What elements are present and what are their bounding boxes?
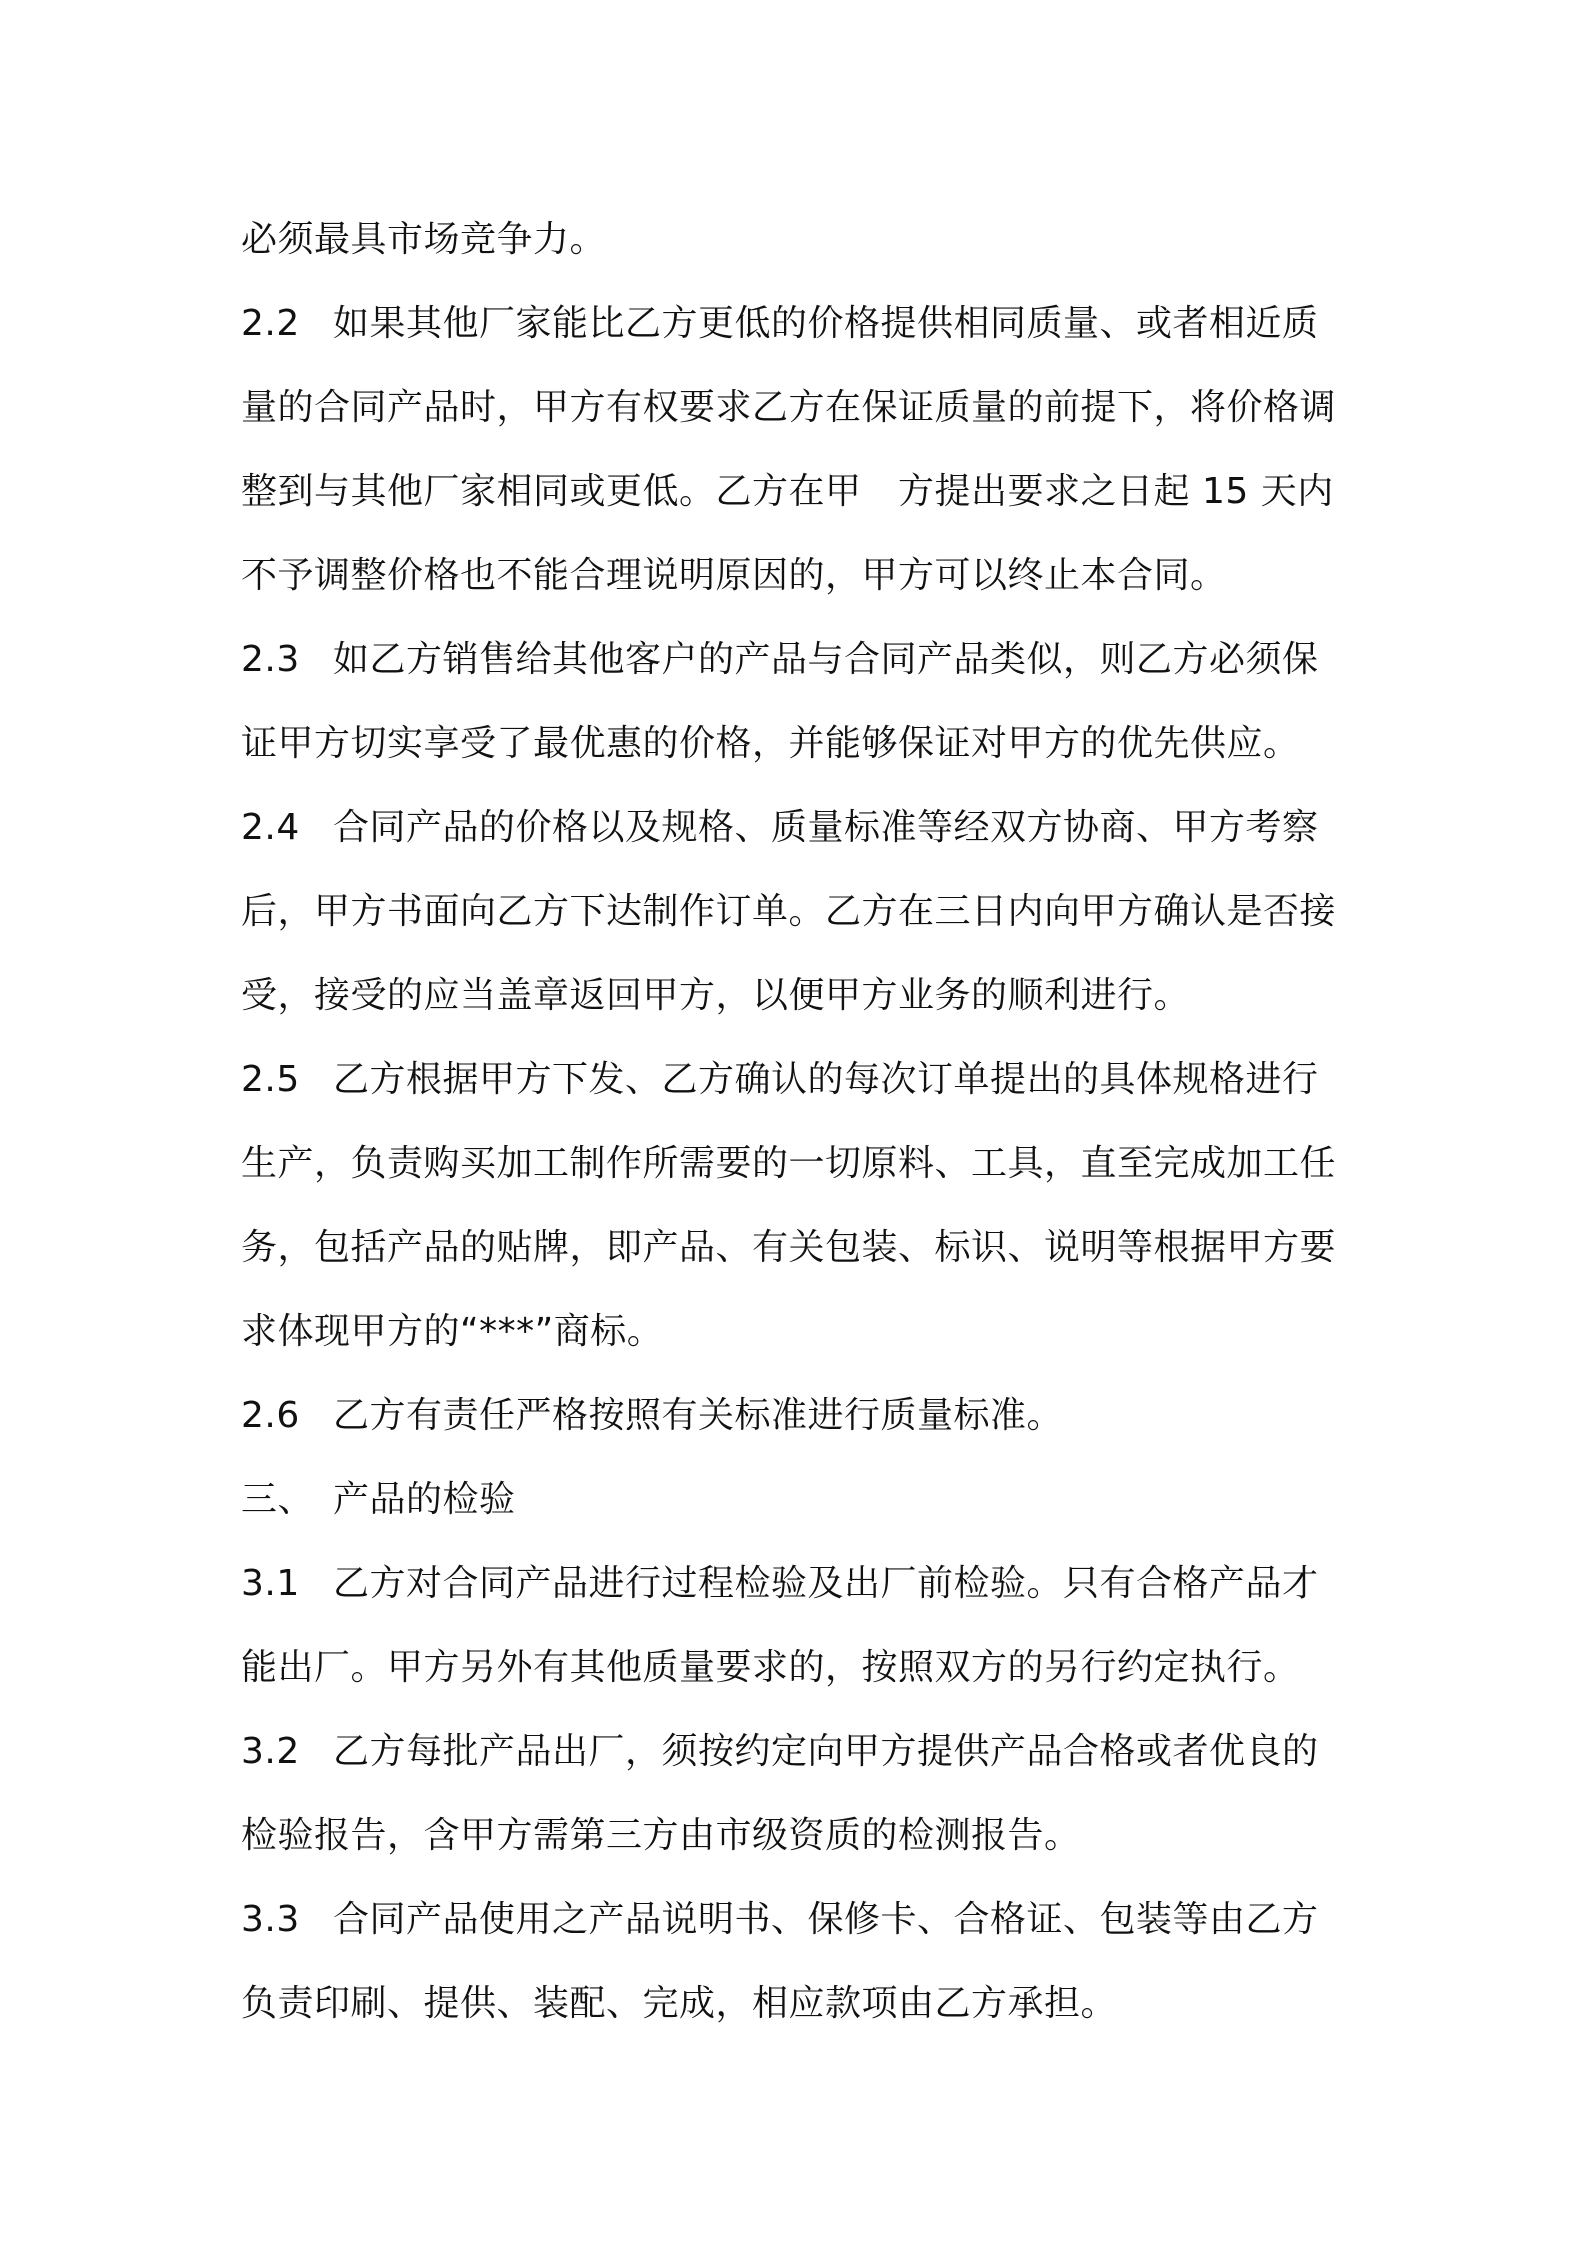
line-text: 乙方每批产品出厂，须按约定向甲方提供产品合格或者优良的 bbox=[333, 1731, 1319, 1772]
clause-number: 3.1 bbox=[241, 1563, 300, 1604]
line-text: 必须最具市场竞争力。 bbox=[241, 219, 607, 260]
clause-number: 2.4 bbox=[241, 807, 300, 848]
line-text: 乙方对合同产品进行过程检验及出厂前检验。只有合格产品才 bbox=[333, 1563, 1319, 1604]
section-number: 三、 bbox=[241, 1479, 315, 1520]
text-line bbox=[241, 366, 1363, 450]
line-text: 乙方有责任严格按照有关标准进行质量标准。 bbox=[333, 1395, 1064, 1436]
clause-number: 2.6 bbox=[241, 1395, 300, 1436]
line-text: 务，包括产品的贴牌，即产品、有关包装、标识、说明等根据甲方要 bbox=[241, 1227, 1337, 1268]
clause-number: 2.3 bbox=[241, 639, 300, 680]
document-body bbox=[241, 198, 1363, 2046]
text-line bbox=[241, 1290, 1363, 1374]
clause-number: 2.5 bbox=[241, 1059, 300, 1100]
clause-2-5 bbox=[241, 1038, 1363, 1122]
line-text: 证甲方切实享受了最优惠的价格，并能够保证对甲方的优先供应。 bbox=[241, 723, 1300, 764]
line-text: 不予调整价格也不能合理说明原因的，甲方可以终止本合同。 bbox=[241, 555, 1227, 596]
section-title: 产品的检验 bbox=[333, 1479, 516, 1520]
text-line bbox=[241, 450, 1363, 534]
text-line bbox=[241, 870, 1363, 954]
line-text: 合同产品使用之产品说明书、保修卡、合格证、包装等由乙方 bbox=[333, 1899, 1319, 1940]
clause-number: 3.3 bbox=[241, 1899, 300, 1940]
line-text: 量的合同产品时，甲方有权要求乙方在保证质量的前提下，将价格调 bbox=[241, 387, 1337, 428]
text-line bbox=[241, 1962, 1363, 2046]
line-text: 生产，负责购买加工制作所需要的一切原料、工具，直至完成加工任 bbox=[241, 1143, 1337, 1184]
clause-number: 3.2 bbox=[241, 1731, 300, 1772]
text-line bbox=[241, 1122, 1363, 1206]
line-text: 合同产品的价格以及规格、质量标准等经双方协商、甲方考察 bbox=[333, 807, 1319, 848]
line-text: 检验报告，含甲方需第三方由市级资质的检测报告。 bbox=[241, 1815, 1081, 1856]
text-line bbox=[241, 954, 1363, 1038]
clause-number: 2.2 bbox=[241, 303, 300, 344]
line-text: 后，甲方书面向乙方下达制作订单。乙方在三日内向甲方确认是否接 bbox=[241, 891, 1337, 932]
text-line bbox=[241, 198, 1363, 282]
section-heading bbox=[241, 1458, 1363, 1542]
text-line bbox=[241, 534, 1363, 618]
line-text: 求体现甲方的“***”商标。 bbox=[241, 1311, 664, 1352]
clause-2-2 bbox=[241, 282, 1363, 366]
clause-3-1 bbox=[241, 1542, 1363, 1626]
line-text: 如果其他厂家能比乙方更低的价格提供相同质量、或者相近质 bbox=[333, 303, 1319, 344]
clause-2-3 bbox=[241, 618, 1363, 702]
line-text: 乙方根据甲方下发、乙方确认的每次订单提出的具体规格进行 bbox=[333, 1059, 1319, 1100]
line-text: 受，接受的应当盖章返回甲方，以便甲方业务的顺利进行。 bbox=[241, 975, 1191, 1016]
text-line bbox=[241, 1626, 1363, 1710]
clause-3-3 bbox=[241, 1878, 1363, 1962]
line-text: 整到与其他厂家相同或更低。乙方在甲 方提出要求之日起 15 天内 bbox=[241, 471, 1334, 512]
line-text: 能出厂。甲方另外有其他质量要求的，按照双方的另行约定执行。 bbox=[241, 1647, 1300, 1688]
clause-2-4 bbox=[241, 786, 1363, 870]
text-line bbox=[241, 1206, 1363, 1290]
text-line bbox=[241, 1794, 1363, 1878]
line-text: 负责印刷、提供、装配、完成，相应款项由乙方承担。 bbox=[241, 1983, 1118, 2024]
text-line bbox=[241, 702, 1363, 786]
clause-2-6 bbox=[241, 1374, 1363, 1458]
line-text: 如乙方销售给其他客户的产品与合同产品类似，则乙方必须保 bbox=[333, 639, 1319, 680]
clause-3-2 bbox=[241, 1710, 1363, 1794]
